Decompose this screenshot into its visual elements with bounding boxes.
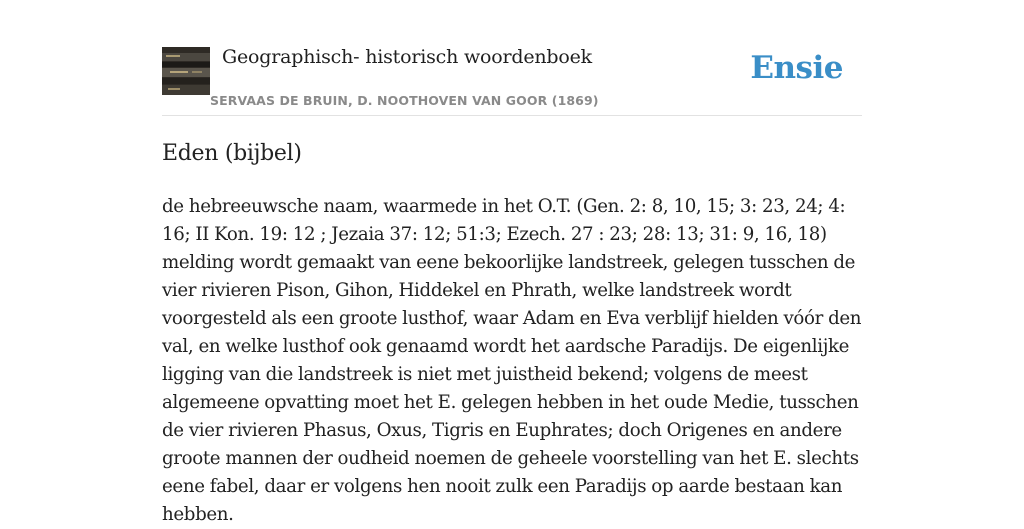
author-byline: SERVAAS DE BRUIN, D. NOOTHOVEN VAN GOOR (1869) xyxy=(210,93,599,108)
book-title-link[interactable]: Geographisch- historisch woordenboek xyxy=(222,46,592,68)
ensie-logo-link[interactable]: Ensie xyxy=(750,50,843,86)
entry-title: Eden (bijbel) xyxy=(162,141,302,166)
entry-body-text: de hebreeuwsche naam, waarmede in het O.T. (Gen. 2: 8, 10, 15; 3: 23, 24; 4: 16; II Kon. 19: 12 ; Jezaia 37: 12; 51:3; Ezech. 27 : 23; 28: 13; 31: 9, 16, 18) melding wordt gemaakt van eene bekoorlijke landstreek, gelegen tusschen de vier rivieren Pison, Gihon, Hiddekel en Phrath, welke landstreek wordt voorgesteld als een groote lusthof, waar Adam en Eva verblijf hielden vóór den val, en welke lusthof ook genaamd wordt het aardsche Paradijs. De eigenlijke ligging van die landstreek is niet met juistheid bekend; volgens de meest algemeene opvatting moet het E. gelegen hebben in het oude Medie, tusschen de vier rivieren Phasus, Oxus, Tigris en Euphrates; doch Origenes en andere groote mannen der oudheid noemen de geheele voorstelling van het E. slechts eene fabel, daar er volgens hen nooit zulk een Paradijs op aarde bestaan kan hebben. xyxy=(162,196,862,525)
header-divider xyxy=(162,115,862,116)
book-spines-icon xyxy=(162,47,210,95)
book-avatar[interactable] xyxy=(162,47,210,95)
